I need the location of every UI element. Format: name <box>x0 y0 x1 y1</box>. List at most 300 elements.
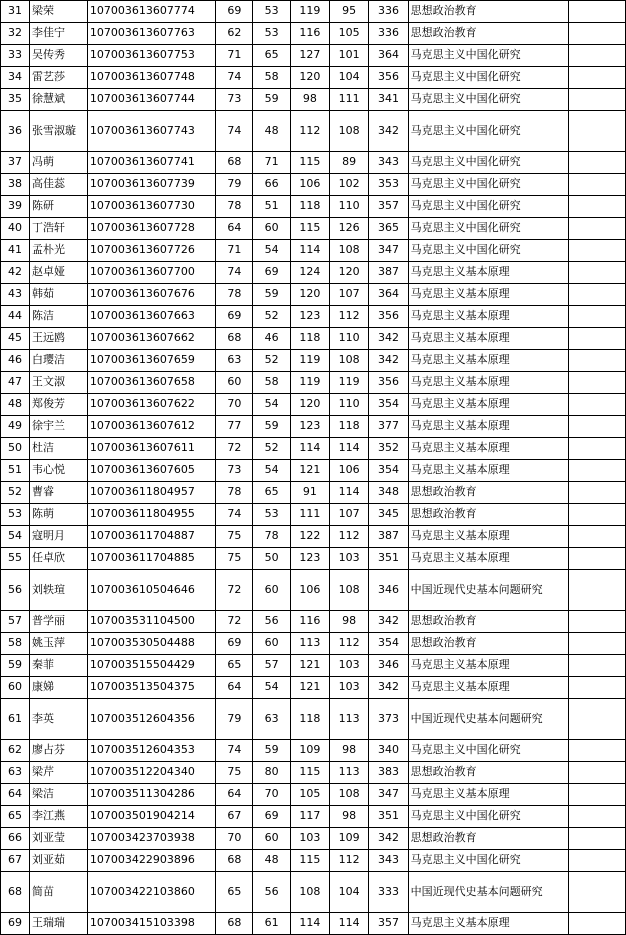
cell-name: 吴传秀 <box>29 45 87 67</box>
cell-score-2: 54 <box>253 394 290 416</box>
cell-score-1: 64 <box>216 677 253 699</box>
cell-index: 55 <box>1 548 30 570</box>
cell-score-4: 113 <box>330 699 369 740</box>
table-row <box>1 460 626 482</box>
cell-score-3: 105 <box>290 784 329 806</box>
cell-index: 49 <box>1 416 30 438</box>
cell-exam-id: 107003422903896 <box>87 850 215 872</box>
cell-name: 王文淑 <box>29 372 87 394</box>
cell-note <box>569 655 626 677</box>
cell-score-2: 58 <box>253 67 290 89</box>
cell-score-2: 48 <box>253 111 290 152</box>
cell-total: 364 <box>369 45 408 67</box>
cell-score-3: 124 <box>290 262 329 284</box>
cell-score-4: 95 <box>330 1 369 23</box>
cell-index: 36 <box>1 111 30 152</box>
cell-major: 马克思主义基本原理 <box>408 306 568 328</box>
table-row <box>1 570 626 611</box>
cell-total: 357 <box>369 196 408 218</box>
cell-major: 思想政治教育 <box>408 482 568 504</box>
cell-note <box>569 174 626 196</box>
cell-major: 马克思主义基本原理 <box>408 262 568 284</box>
cell-score-3: 120 <box>290 67 329 89</box>
cell-name: 张雪淑璇 <box>29 111 87 152</box>
cell-score-3: 113 <box>290 633 329 655</box>
cell-name: 梁洁 <box>29 784 87 806</box>
cell-major: 思想政治教育 <box>408 504 568 526</box>
cell-score-3: 114 <box>290 240 329 262</box>
cell-name: 王远鸥 <box>29 328 87 350</box>
cell-score-2: 69 <box>253 262 290 284</box>
cell-name: 李英 <box>29 699 87 740</box>
cell-exam-id: 107003613607730 <box>87 196 215 218</box>
cell-score-1: 79 <box>216 699 253 740</box>
cell-total: 377 <box>369 416 408 438</box>
cell-score-2: 78 <box>253 526 290 548</box>
cell-index: 62 <box>1 740 30 762</box>
cell-score-1: 77 <box>216 416 253 438</box>
table-row <box>1 548 626 570</box>
cell-score-2: 63 <box>253 699 290 740</box>
cell-score-4: 103 <box>330 548 369 570</box>
cell-exam-id: 107003613607700 <box>87 262 215 284</box>
cell-score-1: 78 <box>216 482 253 504</box>
cell-total: 354 <box>369 633 408 655</box>
cell-exam-id: 107003501904214 <box>87 806 215 828</box>
cell-score-4: 109 <box>330 828 369 850</box>
cell-score-2: 54 <box>253 240 290 262</box>
cell-exam-id: 107003613607611 <box>87 438 215 460</box>
table-row <box>1 196 626 218</box>
cell-name: 韦心悦 <box>29 460 87 482</box>
cell-score-1: 69 <box>216 633 253 655</box>
table-row <box>1 23 626 45</box>
cell-name: 曹睿 <box>29 482 87 504</box>
cell-note <box>569 284 626 306</box>
cell-name: 丁浩轩 <box>29 218 87 240</box>
cell-note <box>569 67 626 89</box>
cell-note <box>569 394 626 416</box>
cell-exam-id: 107003422103860 <box>87 872 215 913</box>
cell-score-3: 121 <box>290 655 329 677</box>
cell-score-1: 65 <box>216 655 253 677</box>
cell-note <box>569 806 626 828</box>
cell-exam-id: 107003613607739 <box>87 174 215 196</box>
cell-index: 35 <box>1 89 30 111</box>
cell-name: 韩茹 <box>29 284 87 306</box>
cell-score-2: 50 <box>253 548 290 570</box>
cell-index: 42 <box>1 262 30 284</box>
cell-exam-id: 107003513504375 <box>87 677 215 699</box>
table-row <box>1 350 626 372</box>
cell-total: 364 <box>369 284 408 306</box>
cell-exam-id: 107003515504429 <box>87 655 215 677</box>
cell-index: 44 <box>1 306 30 328</box>
cell-score-2: 61 <box>253 913 290 935</box>
cell-score-2: 57 <box>253 655 290 677</box>
cell-index: 53 <box>1 504 30 526</box>
cell-total: 342 <box>369 677 408 699</box>
cell-score-1: 73 <box>216 89 253 111</box>
cell-note <box>569 482 626 504</box>
cell-name: 刘亚莹 <box>29 828 87 850</box>
cell-note <box>569 306 626 328</box>
cell-score-4: 111 <box>330 89 369 111</box>
cell-score-3: 118 <box>290 196 329 218</box>
cell-exam-id: 107003613607676 <box>87 284 215 306</box>
cell-total: 351 <box>369 806 408 828</box>
cell-total: 354 <box>369 394 408 416</box>
cell-exam-id: 107003415103398 <box>87 913 215 935</box>
cell-major: 马克思主义基本原理 <box>408 655 568 677</box>
table-row <box>1 284 626 306</box>
cell-score-4: 98 <box>330 806 369 828</box>
cell-total: 336 <box>369 23 408 45</box>
cell-note <box>569 218 626 240</box>
cell-note <box>569 850 626 872</box>
cell-name: 孟朴光 <box>29 240 87 262</box>
cell-score-1: 68 <box>216 328 253 350</box>
cell-major: 马克思主义基本原理 <box>408 913 568 935</box>
cell-score-3: 117 <box>290 806 329 828</box>
cell-exam-id: 107003613607728 <box>87 218 215 240</box>
cell-index: 51 <box>1 460 30 482</box>
cell-score-3: 121 <box>290 677 329 699</box>
cell-score-4: 118 <box>330 416 369 438</box>
cell-note <box>569 548 626 570</box>
cell-exam-id: 107003512204340 <box>87 762 215 784</box>
cell-score-4: 106 <box>330 460 369 482</box>
cell-exam-id: 107003613607743 <box>87 111 215 152</box>
cell-total: 356 <box>369 372 408 394</box>
cell-score-2: 52 <box>253 350 290 372</box>
cell-name: 高佳蕊 <box>29 174 87 196</box>
cell-score-1: 74 <box>216 67 253 89</box>
cell-exam-id: 107003531104500 <box>87 611 215 633</box>
cell-score-4: 102 <box>330 174 369 196</box>
cell-major: 马克思主义基本原理 <box>408 548 568 570</box>
cell-note <box>569 913 626 935</box>
cell-score-2: 65 <box>253 482 290 504</box>
cell-name: 赵卓娅 <box>29 262 87 284</box>
cell-score-4: 108 <box>330 111 369 152</box>
table-row <box>1 45 626 67</box>
table-row <box>1 306 626 328</box>
cell-score-3: 127 <box>290 45 329 67</box>
cell-total: 340 <box>369 740 408 762</box>
table-row <box>1 67 626 89</box>
cell-index: 48 <box>1 394 30 416</box>
table-row <box>1 677 626 699</box>
cell-score-2: 60 <box>253 570 290 611</box>
table-row <box>1 762 626 784</box>
cell-score-4: 108 <box>330 350 369 372</box>
cell-score-3: 123 <box>290 306 329 328</box>
cell-name: 郑俊芳 <box>29 394 87 416</box>
cell-index: 43 <box>1 284 30 306</box>
cell-score-4: 114 <box>330 913 369 935</box>
cell-name: 陈研 <box>29 196 87 218</box>
table-row <box>1 174 626 196</box>
cell-note <box>569 23 626 45</box>
cell-major: 马克思主义基本原理 <box>408 460 568 482</box>
cell-score-3: 115 <box>290 762 329 784</box>
cell-exam-id: 107003512604353 <box>87 740 215 762</box>
cell-total: 383 <box>369 762 408 784</box>
table-row <box>1 913 626 935</box>
cell-note <box>569 45 626 67</box>
cell-score-4: 98 <box>330 611 369 633</box>
cell-major: 马克思主义基本原理 <box>408 784 568 806</box>
cell-score-1: 63 <box>216 350 253 372</box>
cell-score-1: 74 <box>216 740 253 762</box>
cell-major: 马克思主义中国化研究 <box>408 111 568 152</box>
table-row <box>1 89 626 111</box>
cell-score-4: 114 <box>330 438 369 460</box>
cell-score-4: 112 <box>330 526 369 548</box>
cell-score-3: 122 <box>290 526 329 548</box>
cell-note <box>569 872 626 913</box>
cell-score-1: 68 <box>216 850 253 872</box>
cell-exam-id: 107003511304286 <box>87 784 215 806</box>
cell-score-4: 104 <box>330 67 369 89</box>
cell-total: 356 <box>369 306 408 328</box>
table-body <box>1 1 626 935</box>
cell-name: 康娣 <box>29 677 87 699</box>
cell-score-3: 123 <box>290 548 329 570</box>
cell-major: 马克思主义中国化研究 <box>408 240 568 262</box>
table-row <box>1 655 626 677</box>
cell-score-1: 65 <box>216 872 253 913</box>
cell-total: 345 <box>369 504 408 526</box>
cell-score-1: 78 <box>216 284 253 306</box>
table-row <box>1 784 626 806</box>
cell-note <box>569 111 626 152</box>
cell-index: 58 <box>1 633 30 655</box>
cell-name: 姚玉萍 <box>29 633 87 655</box>
cell-exam-id: 107003512604356 <box>87 699 215 740</box>
cell-score-4: 110 <box>330 394 369 416</box>
cell-score-3: 114 <box>290 438 329 460</box>
cell-name: 梁芹 <box>29 762 87 784</box>
cell-total: 342 <box>369 828 408 850</box>
cell-note <box>569 504 626 526</box>
cell-exam-id: 107003613607605 <box>87 460 215 482</box>
cell-score-3: 111 <box>290 504 329 526</box>
cell-score-1: 71 <box>216 240 253 262</box>
cell-index: 61 <box>1 699 30 740</box>
cell-total: 348 <box>369 482 408 504</box>
cell-score-1: 68 <box>216 152 253 174</box>
cell-index: 50 <box>1 438 30 460</box>
cell-score-4: 112 <box>330 633 369 655</box>
cell-name: 徐宇兰 <box>29 416 87 438</box>
cell-index: 69 <box>1 913 30 935</box>
table-row <box>1 611 626 633</box>
cell-score-4: 105 <box>330 23 369 45</box>
cell-index: 64 <box>1 784 30 806</box>
cell-name: 刘轶瑄 <box>29 570 87 611</box>
cell-score-2: 54 <box>253 460 290 482</box>
cell-total: 346 <box>369 655 408 677</box>
table-row <box>1 526 626 548</box>
cell-score-3: 112 <box>290 111 329 152</box>
cell-score-4: 103 <box>330 655 369 677</box>
cell-exam-id: 107003613607753 <box>87 45 215 67</box>
cell-note <box>569 416 626 438</box>
cell-exam-id: 107003611704887 <box>87 526 215 548</box>
cell-major: 中国近现代史基本问题研究 <box>408 570 568 611</box>
cell-score-1: 70 <box>216 394 253 416</box>
cell-total: 342 <box>369 350 408 372</box>
cell-total: 352 <box>369 438 408 460</box>
cell-score-2: 51 <box>253 196 290 218</box>
cell-score-4: 107 <box>330 284 369 306</box>
cell-score-1: 67 <box>216 806 253 828</box>
cell-score-1: 72 <box>216 438 253 460</box>
table-row <box>1 438 626 460</box>
cell-note <box>569 350 626 372</box>
cell-exam-id: 107003613607662 <box>87 328 215 350</box>
cell-major: 思想政治教育 <box>408 23 568 45</box>
cell-total: 342 <box>369 611 408 633</box>
table-row <box>1 633 626 655</box>
cell-score-1: 75 <box>216 548 253 570</box>
cell-name: 白璎洁 <box>29 350 87 372</box>
cell-score-2: 46 <box>253 328 290 350</box>
cell-score-3: 119 <box>290 350 329 372</box>
cell-score-1: 60 <box>216 372 253 394</box>
cell-score-4: 98 <box>330 740 369 762</box>
cell-name: 任卓欣 <box>29 548 87 570</box>
cell-name: 陈萌 <box>29 504 87 526</box>
cell-score-2: 56 <box>253 611 290 633</box>
cell-score-2: 65 <box>253 45 290 67</box>
cell-major: 马克思主义基本原理 <box>408 328 568 350</box>
cell-score-1: 74 <box>216 262 253 284</box>
cell-index: 54 <box>1 526 30 548</box>
cell-score-3: 115 <box>290 850 329 872</box>
cell-name: 陈洁 <box>29 306 87 328</box>
cell-score-1: 75 <box>216 762 253 784</box>
cell-major: 马克思主义基本原理 <box>408 526 568 548</box>
cell-name: 简苗 <box>29 872 87 913</box>
cell-major: 思想政治教育 <box>408 611 568 633</box>
cell-score-3: 109 <box>290 740 329 762</box>
cell-note <box>569 762 626 784</box>
cell-score-4: 110 <box>330 328 369 350</box>
cell-name: 杜洁 <box>29 438 87 460</box>
cell-score-3: 120 <box>290 284 329 306</box>
table-row <box>1 152 626 174</box>
cell-score-2: 48 <box>253 850 290 872</box>
cell-total: 343 <box>369 850 408 872</box>
cell-index: 45 <box>1 328 30 350</box>
cell-exam-id: 107003610504646 <box>87 570 215 611</box>
cell-score-3: 115 <box>290 152 329 174</box>
cell-total: 354 <box>369 460 408 482</box>
cell-total: 333 <box>369 872 408 913</box>
table-row <box>1 504 626 526</box>
cell-major: 马克思主义基本原理 <box>408 677 568 699</box>
cell-name: 雷艺莎 <box>29 67 87 89</box>
cell-total: 346 <box>369 570 408 611</box>
table-row <box>1 262 626 284</box>
cell-note <box>569 828 626 850</box>
cell-index: 63 <box>1 762 30 784</box>
cell-note <box>569 262 626 284</box>
cell-major: 马克思主义中国化研究 <box>408 850 568 872</box>
cell-score-1: 79 <box>216 174 253 196</box>
cell-exam-id: 107003613607774 <box>87 1 215 23</box>
cell-major: 思想政治教育 <box>408 633 568 655</box>
cell-exam-id: 107003613607663 <box>87 306 215 328</box>
cell-score-4: 120 <box>330 262 369 284</box>
cell-score-2: 53 <box>253 23 290 45</box>
cell-score-2: 60 <box>253 828 290 850</box>
cell-score-2: 56 <box>253 872 290 913</box>
cell-total: 343 <box>369 152 408 174</box>
cell-score-3: 119 <box>290 1 329 23</box>
cell-score-3: 91 <box>290 482 329 504</box>
cell-total: 373 <box>369 699 408 740</box>
cell-score-1: 62 <box>216 23 253 45</box>
cell-index: 47 <box>1 372 30 394</box>
cell-index: 68 <box>1 872 30 913</box>
cell-major: 马克思主义基本原理 <box>408 416 568 438</box>
cell-note <box>569 677 626 699</box>
cell-note <box>569 460 626 482</box>
cell-major: 马克思主义基本原理 <box>408 394 568 416</box>
cell-note <box>569 526 626 548</box>
cell-index: 34 <box>1 67 30 89</box>
cell-score-1: 74 <box>216 504 253 526</box>
cell-name: 徐慧斌 <box>29 89 87 111</box>
cell-score-2: 53 <box>253 504 290 526</box>
table-row <box>1 372 626 394</box>
cell-name: 李佳宁 <box>29 23 87 45</box>
cell-score-1: 68 <box>216 913 253 935</box>
cell-major: 马克思主义中国化研究 <box>408 174 568 196</box>
cell-score-2: 59 <box>253 740 290 762</box>
table-row <box>1 218 626 240</box>
cell-total: 353 <box>369 174 408 196</box>
cell-score-3: 98 <box>290 89 329 111</box>
cell-major: 马克思主义中国化研究 <box>408 152 568 174</box>
cell-score-3: 106 <box>290 570 329 611</box>
cell-exam-id: 107003530504488 <box>87 633 215 655</box>
cell-note <box>569 372 626 394</box>
cell-total: 387 <box>369 262 408 284</box>
cell-score-4: 108 <box>330 570 369 611</box>
cell-score-2: 52 <box>253 306 290 328</box>
cell-index: 46 <box>1 350 30 372</box>
cell-score-4: 114 <box>330 482 369 504</box>
cell-name: 王瑞瑞 <box>29 913 87 935</box>
table-row <box>1 240 626 262</box>
cell-score-1: 73 <box>216 460 253 482</box>
cell-score-2: 58 <box>253 372 290 394</box>
cell-index: 37 <box>1 152 30 174</box>
cell-name: 刘亚茹 <box>29 850 87 872</box>
cell-note <box>569 633 626 655</box>
cell-note <box>569 699 626 740</box>
cell-score-3: 114 <box>290 913 329 935</box>
cell-total: 387 <box>369 526 408 548</box>
cell-score-3: 116 <box>290 23 329 45</box>
table-row <box>1 1 626 23</box>
cell-major: 思想政治教育 <box>408 1 568 23</box>
